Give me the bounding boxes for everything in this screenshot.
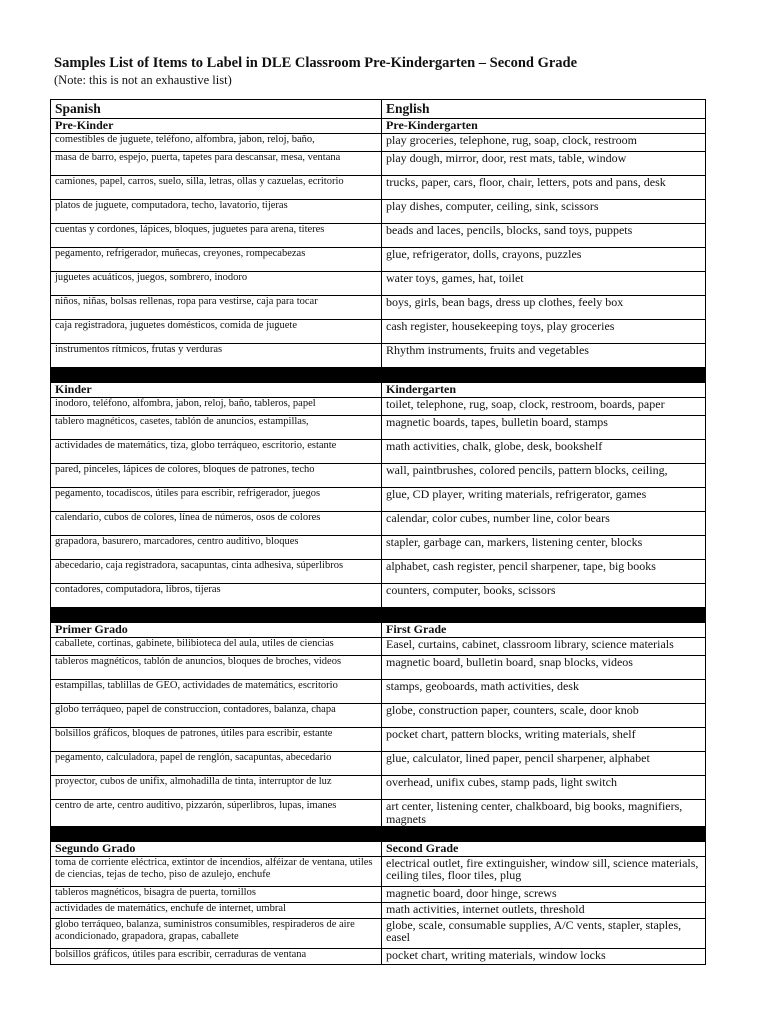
spanish-header: Spanish [51, 100, 382, 119]
english-cell: overhead, unifix cubes, stamp pads, light switch [382, 776, 706, 800]
table-row [51, 488, 706, 512]
english-cell: globe, construction paper, counters, scale, door knob [382, 704, 706, 728]
english-cell: calendar, color cubes, number line, color bears [382, 512, 706, 536]
spanish-cell: actividades de matemátics, enchufe de internet, umbral [51, 903, 382, 919]
english-cell: glue, calculator, lined paper, pencil sharpener, alphabet [382, 752, 706, 776]
spanish-cell: comestibles de juguete, teléfono, alfombra, jabon, reloj, baño, [51, 134, 382, 152]
english-cell: cash register, housekeeping toys, play groceries [382, 320, 706, 344]
table-row [51, 704, 706, 728]
english-cell: math activities, internet outlets, threshold [382, 903, 706, 919]
section-title-english: First Grade [382, 623, 706, 638]
table-row [51, 344, 706, 368]
english-cell: Easel, curtains, cabinet, classroom library, science materials [382, 638, 706, 656]
table-row [51, 152, 706, 176]
items-table [50, 99, 706, 965]
spanish-cell: globo terráqueo, papel de construccion, contadores, balanza, chapa [51, 704, 382, 728]
spanish-cell: globo terráqueo, balanza, suministros consumibles, respiraderos de aire acondicionado, grapadora, grapas, caballete [51, 919, 382, 949]
english-cell: stapler, garbage can, markers, listening center, blocks [382, 536, 706, 560]
spanish-cell: actividades de matemátics, tiza, globo terráqueo, escritorio, estante [51, 440, 382, 464]
spanish-cell: inodoro, teléfono, alfombra, jabon, reloj, baño, tableros, papel [51, 398, 382, 416]
spanish-cell: toma de corriente eléctrica, extintor de incendios, alféizar de ventana, utiles de ciencias, tejas de techo, piso de azulejo, enchufe [51, 857, 382, 887]
spanish-cell: tableros magnéticos, tablón de anuncios, bloques de broches, videos [51, 656, 382, 680]
spanish-cell: instrumentos rítmicos, frutas y verduras [51, 344, 382, 368]
english-cell: play dishes, computer, ceiling, sink, scissors [382, 200, 706, 224]
spanish-cell: contadores, computadora, libros, tijeras [51, 584, 382, 608]
english-cell: art center, listening center, chalkboard, big books, magnifiers, magnets [382, 800, 706, 827]
english-cell: pocket chart, pattern blocks, writing materials, shelf [382, 728, 706, 752]
spanish-cell: caja registradora, juguetes domésticos, comida de juguete [51, 320, 382, 344]
spanish-cell: bolsillos gráficos, bloques de patrones, útiles para escribir, estante [51, 728, 382, 752]
table-row [51, 728, 706, 752]
section-divider [51, 368, 706, 383]
section-title-english: Second Grade [382, 842, 706, 857]
english-cell: play dough, mirror, door, rest mats, table, window [382, 152, 706, 176]
spanish-cell: tablero magnéticos, casetes, tablón de anuncios, estampillas, [51, 416, 382, 440]
english-cell: magnetic board, door hinge, screws [382, 887, 706, 903]
table-row [51, 272, 706, 296]
english-cell: counters, computer, books, scissors [382, 584, 706, 608]
table-row [51, 440, 706, 464]
table-row [51, 887, 706, 903]
english-cell: Rhythm instruments, fruits and vegetables [382, 344, 706, 368]
table-row [51, 296, 706, 320]
table-row [51, 560, 706, 584]
language-header-row [51, 100, 706, 119]
table-row [51, 176, 706, 200]
page-title: Samples List of Items to Label in DLE Classroom Pre-Kindergarten – Second Grade [54, 55, 578, 71]
table-row [51, 919, 706, 949]
table-row [51, 903, 706, 919]
section-divider [51, 827, 706, 842]
spanish-cell: platos de juguete, computadora, techo, lavatorio, tijeras [51, 200, 382, 224]
table-row [51, 638, 706, 656]
english-cell: water toys, games, hat, toilet [382, 272, 706, 296]
table-row [51, 224, 706, 248]
section-title-english: Kindergarten [382, 383, 706, 398]
english-cell: glue, CD player, writing materials, refrigerator, games [382, 488, 706, 512]
section-divider [51, 608, 706, 623]
table-row [51, 680, 706, 704]
english-cell: play groceries, telephone, rug, soap, clock, restroom [382, 134, 706, 152]
table-row [51, 398, 706, 416]
spanish-cell: camiones, papel, carros, suelo, silla, letras, ollas y cazuelas, ecritorio [51, 176, 382, 200]
english-cell: electrical outlet, fire extinguisher, window sill, science materials, ceiling tiles, floor tiles, plug [382, 857, 706, 887]
section-divider-bar [51, 368, 706, 383]
table-row [51, 512, 706, 536]
english-cell: trucks, paper, cars, floor, chair, letters, pots and pans, desk [382, 176, 706, 200]
spanish-cell: niños, niñas, bolsas rellenas, ropa para vestirse, caja para tocar [51, 296, 382, 320]
spanish-cell: proyector, cubos de unifix, almohadilla de tinta, interruptor de luz [51, 776, 382, 800]
spanish-cell: bolsillos gráficos, útiles para escribir, cerraduras de ventana [51, 949, 382, 965]
english-cell: wall, paintbrushes, colored pencils, pattern blocks, ceiling, [382, 464, 706, 488]
section-title-spanish: Pre-Kinder [51, 119, 382, 134]
spanish-cell: tableros magnéticos, bisagra de puerta, tornillos [51, 887, 382, 903]
section-title-spanish: Segundo Grado [51, 842, 382, 857]
section-header-row [51, 383, 706, 398]
english-cell: math activities, chalk, globe, desk, bookshelf [382, 440, 706, 464]
spanish-cell: pared, pinceles, lápices de colores, bloques de patrones, techo [51, 464, 382, 488]
table-row [51, 800, 706, 827]
spanish-cell: estampillas, tablillas de GEO, actividades de matemátics, escritorio [51, 680, 382, 704]
english-cell: alphabet, cash register, pencil sharpener, tape, big books [382, 560, 706, 584]
table-row [51, 752, 706, 776]
table-row [51, 320, 706, 344]
english-cell: toilet, telephone, rug, soap, clock, restroom, boards, paper [382, 398, 706, 416]
spanish-cell: pegamento, tocadiscos, útiles para escribir, refrigerador, juegos [51, 488, 382, 512]
spanish-cell: centro de arte, centro auditivo, pizzarón, súperlibros, lupas, imanes [51, 800, 382, 827]
section-divider-bar [51, 608, 706, 623]
table-row [51, 656, 706, 680]
english-cell: magnetic boards, tapes, bulletin board, stamps [382, 416, 706, 440]
spanish-cell: juguetes acuáticos, juegos, sombrero, inodoro [51, 272, 382, 296]
english-cell: beads and laces, pencils, blocks, sand toys, puppets [382, 224, 706, 248]
table-row [51, 584, 706, 608]
spanish-cell: masa de barro, espejo, puerta, tapetes para descansar, mesa, ventana [51, 152, 382, 176]
table-row [51, 949, 706, 965]
section-header-row [51, 623, 706, 638]
spanish-cell: abecedario, caja registradora, sacapuntas, cinta adhesiva, súperlibros [51, 560, 382, 584]
table-row [51, 536, 706, 560]
english-header: English [382, 100, 706, 119]
english-cell: globe, scale, consumable supplies, A/C vents, stapler, staples, easel [382, 919, 706, 949]
spanish-cell: caballete, cortinas, gabinete, bilibioteca del aula, utiles de ciencias [51, 638, 382, 656]
page-note: (Note: this is not an exhaustive list) [54, 73, 232, 87]
section-title-english: Pre-Kindergarten [382, 119, 706, 134]
section-header-row [51, 842, 706, 857]
english-cell: glue, refrigerator, dolls, crayons, puzzles [382, 248, 706, 272]
english-cell: boys, girls, bean bags, dress up clothes, feely box [382, 296, 706, 320]
spanish-cell: grapadora, basurero, marcadores, centro auditivo, bloques [51, 536, 382, 560]
section-title-spanish: Primer Grado [51, 623, 382, 638]
spanish-cell: pegamento, refrigerador, muñecas, creyones, rompecabezas [51, 248, 382, 272]
table-row [51, 857, 706, 887]
spanish-cell: cuentas y cordones, lápices, bloques, juguetes para arena, titeres [51, 224, 382, 248]
table-row [51, 416, 706, 440]
section-title-spanish: Kinder [51, 383, 382, 398]
english-cell: magnetic board, bulletin board, snap blocks, videos [382, 656, 706, 680]
section-divider-bar [51, 827, 706, 842]
table-row [51, 200, 706, 224]
table-row [51, 134, 706, 152]
section-header-row [51, 119, 706, 134]
spanish-cell: calendario, cubos de colores, línea de números, osos de colores [51, 512, 382, 536]
table-row [51, 464, 706, 488]
spanish-cell: pegamento, calculadora, papel de renglón, sacapuntas, abecedario [51, 752, 382, 776]
english-cell: pocket chart, writing materials, window locks [382, 949, 706, 965]
table-row [51, 776, 706, 800]
english-cell: stamps, geoboards, math activities, desk [382, 680, 706, 704]
table-row [51, 248, 706, 272]
